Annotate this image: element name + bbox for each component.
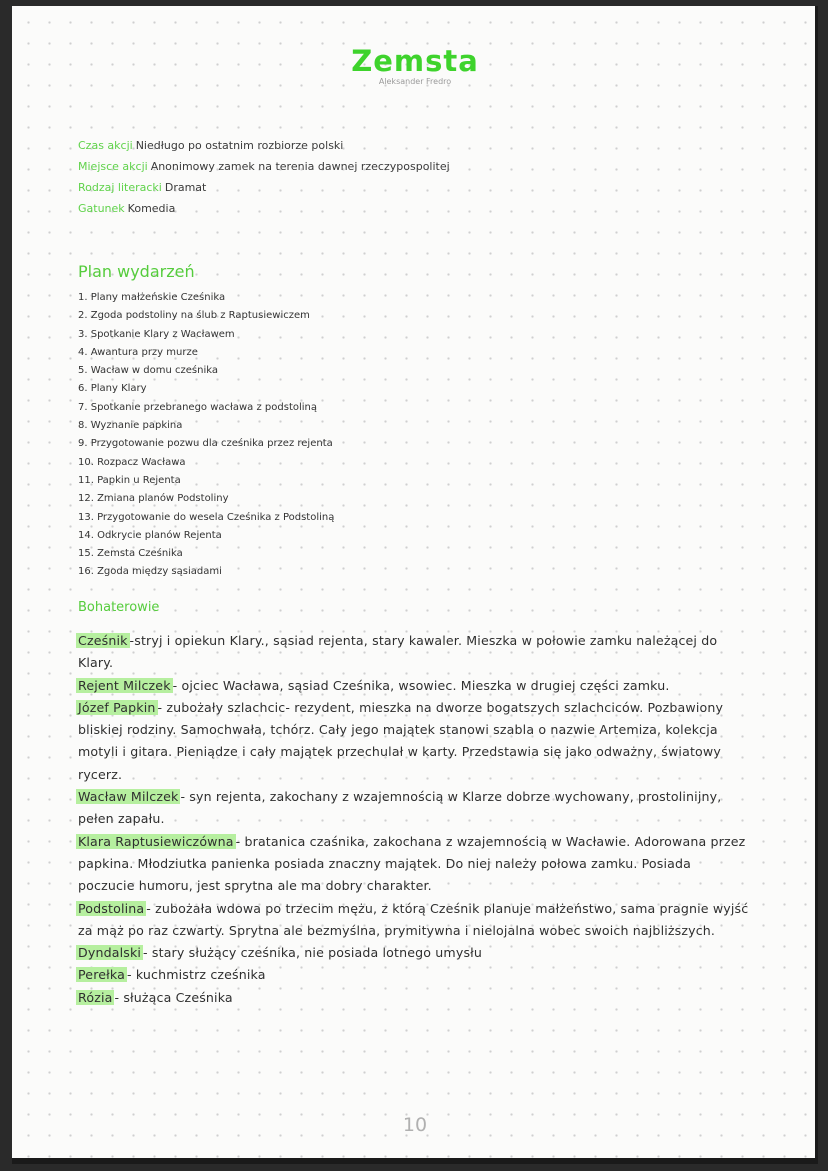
heroes-list <box>78 630 750 1009</box>
info-label: Gatunek <box>78 202 125 215</box>
info-value: Anonimowy zamek na terenia dawnej rzeczypospolitej <box>150 160 450 173</box>
plan-item: 15. Zemsta Cześnika <box>78 548 183 560</box>
notebook-page <box>12 6 818 1164</box>
page-number: 10 <box>402 1114 428 1136</box>
info-label: Czas akcji <box>78 139 133 152</box>
hero-entry <box>78 675 750 697</box>
hero-description: - zubożały szlachcic- rezydent, mieszka na dworze bogatszych szlachciców. Pozbawiony bliskiej rodziny. Samochwała, tchórz. Cały jego majątek stanowi szabla o nazwie Artemiza, kolekcja motyli i gitara. Pieniądze i cały majątek przechulał w karty. Przedstawia się jako odważny, światowy rycerz. <box>78 699 724 782</box>
plan-item: 7. Spotkanie przebranego wacława z podstoliną <box>78 401 317 413</box>
plan-item: 4. Awantura przy murze <box>78 346 198 358</box>
hero-description: - służąca Cześnika <box>114 989 233 1005</box>
hero-description: - syn rejenta, zakochany z wzajemnością w Klarze dobrze wychowany, prostolinijny, pełen zapału. <box>78 789 722 827</box>
plan-item: 5. Wacław w domu cześnika <box>78 365 218 377</box>
plan-item: 6. Plany Klary <box>78 383 147 395</box>
plan-item: 14. Odkrycie planów Rejenta <box>78 529 222 541</box>
hero-entry <box>78 697 750 786</box>
hero-description: - stary służący cześnika, nie posiada lotnego umysłu <box>143 945 483 961</box>
hero-description: -stryj i opiekun Klary., sąsiad rejenta, stary kawaler. Mieszka w połowie zamku należącej do Klary. <box>78 633 718 671</box>
hero-entry <box>78 987 750 1009</box>
info-row <box>78 135 450 156</box>
info-row <box>78 177 450 198</box>
author-subtitle: Aleksander Fredro <box>378 77 452 86</box>
hero-entry <box>78 786 750 831</box>
hero-name: Perełka <box>78 967 125 983</box>
hero-entry <box>78 630 750 675</box>
work-info <box>78 135 450 219</box>
plan-item: 11. Papkin u Rejenta <box>78 474 181 486</box>
plan-item: 13. Przygotowanie do wesela Cześnika z Podstoliną <box>78 511 335 523</box>
hero-name: Józef Papkin <box>78 699 156 715</box>
plan-item: 10. Rozpacz Wacława <box>78 456 186 468</box>
info-label: Rodzaj literacki <box>78 181 162 194</box>
plan-item: 12. Zmiana planów Podstoliny <box>78 493 229 505</box>
hero-name: Wacław Milczek <box>78 789 179 805</box>
hero-name: Cześnik <box>78 633 128 648</box>
info-label: Miejsce akcji <box>78 160 148 173</box>
hero-description: - kuchmistrz cześnika <box>126 967 266 983</box>
hero-entry <box>78 898 750 943</box>
hero-entry <box>78 964 750 986</box>
plan-item: 3. Spotkanie Klary z Wacławem <box>78 328 235 340</box>
hero-name: Podstolina <box>78 900 145 916</box>
hero-entry <box>78 831 750 898</box>
hero-description: - zubożała wdowa po trzecim mężu, z którą Cześnik planuje małżeństwo, sama pragnie wyjść za mąż po raz czwarty. Sprytna ale bezmyślna, prymitywna i nielojalna wobec swoich najbliższych. <box>78 900 749 938</box>
plan-item: 9. Przygotowanie pozwu dla cześnika przez rejenta <box>78 438 333 450</box>
plan-item: 8. Wyznanie papkina <box>78 420 183 432</box>
plan-item: 1. Plany małżeńskie Cześnika <box>78 292 226 303</box>
info-value: Dramat <box>164 181 207 194</box>
plan-item: 2. Zgoda podstoliny na ślub z Raptusiewiczem <box>78 310 310 322</box>
hero-name: Dyndalski <box>78 945 142 961</box>
hero-description: - ojciec Wacława, sąsiad Cześnika, wsowiec. Mieszka w drugiej części zamku. <box>172 677 670 693</box>
hero-name: Klara Raptusiewiczówna <box>78 833 234 849</box>
hero-description: - bratanica czaśnika, zakochana z wzajemnością w Wacławie. Adorowana przez papkina. Młodziutka panienka posiada znaczny majątek. Do niej należy połowa zamku. Posiada poczucie humoru, jest sprytna ale ma dobry charakter. <box>78 833 746 894</box>
hero-entry <box>78 942 750 964</box>
info-row <box>78 156 450 177</box>
info-row <box>78 198 450 219</box>
plan-item: 16. Zgoda między sąsiadami <box>78 566 222 578</box>
hero-name: Rózia <box>78 989 113 1005</box>
info-value: Komedia <box>127 202 176 215</box>
page-title: Zemsta <box>351 44 479 78</box>
info-value: Niedługo po ostatnim rozbiorze polski <box>135 139 344 152</box>
plan-list <box>78 289 334 582</box>
plan-heading: Plan wydarzeń <box>78 262 195 281</box>
hero-name: Rejent Milczek <box>78 677 171 693</box>
heroes-heading: Bohaterowie <box>78 600 160 615</box>
